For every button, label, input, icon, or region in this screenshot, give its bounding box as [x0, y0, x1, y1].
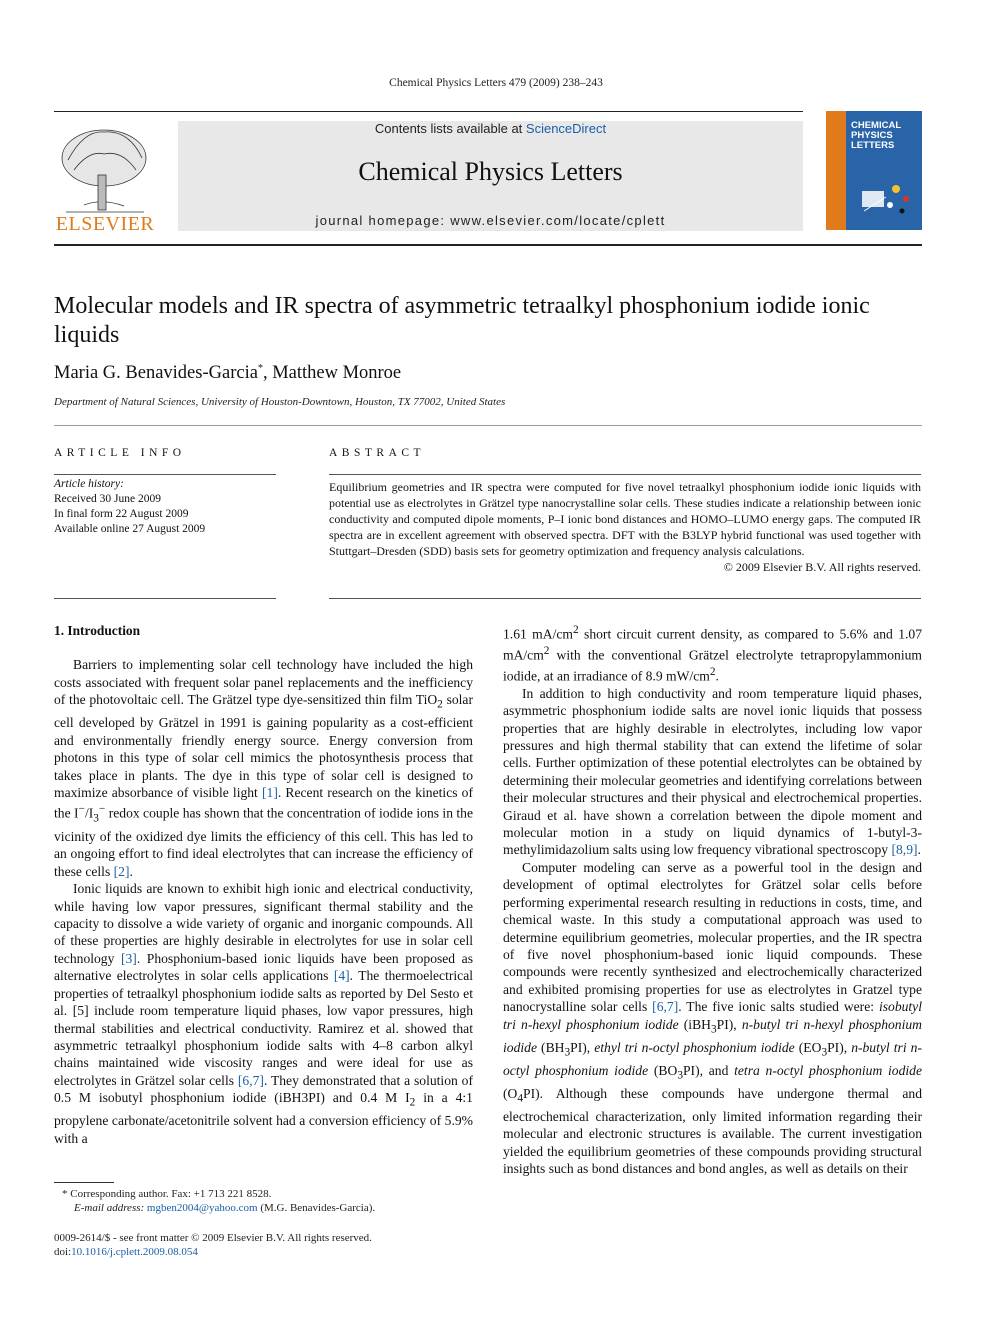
contents-prefix: Contents lists available at	[374, 121, 526, 136]
issn-line: 0009-2614/$ - see front matter © 2009 Elsevier B.V. All rights reserved.	[54, 1232, 372, 1244]
final-form-date: In final form 22 August 2009	[54, 508, 189, 520]
journal-banner	[178, 121, 803, 231]
abstract-bottom-rule	[329, 598, 921, 599]
contents-line	[178, 121, 803, 136]
author-name[interactable]: Maria G. Benavides-Garcia	[54, 363, 258, 384]
online-date: Available online 27 August 2009	[54, 523, 206, 535]
cover-title-line: CHEMICAL	[851, 120, 902, 131]
received-date: Received 30 June 2009	[54, 493, 161, 505]
article-info-heading: ARTICLE INFO	[54, 447, 186, 459]
corresponding-text: Corresponding author. Fax: +1 713 221 8528.	[70, 1188, 272, 1200]
citation-link[interactable]: [6,7]	[652, 999, 679, 1015]
footnote-block	[54, 1187, 474, 1215]
elsevier-logo[interactable]	[54, 120, 156, 235]
doi-prefix: doi:	[54, 1246, 72, 1258]
journal-cover-thumbnail[interactable]	[826, 111, 922, 230]
email-link[interactable]: mgben2004@yahoo.com	[146, 1202, 258, 1214]
email-label: E-mail address:	[74, 1202, 145, 1214]
citation-link[interactable]: [3]	[120, 950, 137, 966]
abstract-text: Equilibrium geometries and IR spectra were computed for five novel tetraalkyl phosphonium iodide ionic liquids with potential use as electrolytes in Grätzel type nanocrystalline solar cells. These studies indicate a relationship between ionic conductivity and computed dipole moments, P–I ionic bond distances and HOMO–LUMO energy gaps. The computed IR spectra are in excellent agreement with observed spectra. DFT with the B3LYP hybrid functional was used together with Stuttgart–Dresden (SDD) basis sets for geometry optimization and frequency analysis calculations.	[329, 480, 921, 558]
abstract-body	[329, 479, 921, 575]
cover-title-line: PHYSICS	[851, 130, 893, 141]
affiliation: Department of Natural Sciences, University of Houston-Downtown, Houston, TX 77002, United States	[54, 396, 506, 408]
doi-link[interactable]: 10.1016/j.cplett.2009.08.054	[71, 1246, 198, 1258]
journal-citation: Chemical Physics Letters 479 (2009) 238–243	[389, 77, 603, 89]
abstract-rule	[329, 474, 921, 475]
author-name[interactable]: , Matthew Monroe	[262, 363, 402, 384]
email-owner: (M.G. Benavides-Garcia).	[260, 1202, 376, 1214]
article-info-rule	[54, 474, 276, 475]
citation-link[interactable]: [8,9]	[891, 842, 918, 858]
abstract-heading: ABSTRACT	[329, 447, 426, 459]
copyright-line: © 2009 Elsevier B.V. All rights reserved.	[723, 560, 921, 574]
journal-name: Chemical Physics Letters	[358, 157, 623, 186]
author-list	[54, 363, 401, 384]
paragraph: Ionic liquids are known to exhibit high ionic and electrical conductivity, while having low vapor pressures, significant thermal stability and the capacity to dissolve a wide variety of organic and inorganic compounds. All of these properties are highly desirable in electrolytes for use in solar cell technology [3]. Phosphonium-based ionic liquids have been proposed as alternative electrolytes in solar cells applications [4]. The thermoelectrical properties of tetraalkyl phosphonium iodide salts as reported by Del Sesto et al. [5] include room temperature liquid phases, low vapor pressures, high thermal stabilities and electrical conductivity. Ramirez et al. showed that asymmetric tetraalkyl phosphonium iodide salts with 4–8 carbon alkyl chains maintained wide viscosity ranges and were ideal for use as electrolytes in Grätzel solar cells [6,7]. They demonstrated that a solution of 0.5 M isobutyl phosphonium iodide (iBH3PI) and 0.4 M $I_2$ in a 4:1 propylene carbonate/acetonitrile solvent had a conversion efficiency of 5.9% with a	[54, 881, 473, 1146]
paragraph: 1.61 $mA/cm^2$ short circuit current density, as compared to 5.6% and 1.07 $mA/cm^2$ with the conventional Grätzel electrolyte tetrapropylammonium iodide, at an irradiance of 8.9 $mW/cm^2$.	[503, 624, 923, 684]
paragraph: In addition to high conductivity and room temperature liquid phases, asymmetric phosphonium iodide salts are novel ionic liquids that possess properties that are highly desirable in electrolytes, including low vapor pressures and high thermal stability that can extend the lifetime of solar cells. Further optimization of these potential electrolytes can be obtained by determining their molecular geometries and identifying correlations between their molecular structures and their physical and electrochemical properties. Giraud et al. have shown a correlation between the dipole moment and molecular motion in a study on liquid dynamics of 1-butyl-3-methylimidazolium salts using low frequency vibrational spectroscopy [8,9].	[503, 685, 922, 858]
body-column-left	[54, 622, 473, 1147]
email-footnote	[54, 1201, 474, 1215]
front-matter	[54, 1231, 654, 1259]
title-rule	[54, 425, 922, 426]
citation-link[interactable]: [6,7]	[237, 1072, 264, 1088]
sciencedirect-link[interactable]: ScienceDirect	[525, 121, 607, 136]
paragraph: Computer modeling can serve as a powerful tool in the design and development of optimal electrolytes for Grätzel solar cells before performing experimental research resulting in reductions in costs, time, and chemical waste. In this study a computational approach was used to determine equilibrium geometries, molecular properties, and the IR spectra of five novel phosphonium-based ionic liquid compounds. These compounds were recently synthesized and electrochemically characterized and exhibited promising properties for use as electrolytes in Gratzel type nanocrystalline solar cells [6,7]. The five ionic salts studied were: isobutyl tri n-hexyl phosphonium iodide (iBH$_3$PI), n-butyl tri n-hexyl phosphonium iodide $(BH_3PI)$, ethyl tri n-octyl phosphonium iodide $(EO_3PI)$, n-butyl tri n-octyl phosphonium iodide $(BO_3PI)$, and tetra n-octyl phosphonium iodide $(O_4PI)$. Although these compounds have undergone thermal and electrochemical characterization, only limited information regarding their molecular and electronic structures is available. The current investigation yielded the equilibrium geometries of these compounds providing structural insights such as bond distances and bond angles, as well as details on their	[503, 859, 923, 1177]
cover-title	[851, 121, 901, 151]
body-column-right	[503, 622, 922, 1178]
header-rule	[54, 111, 803, 112]
article-info-bottom-rule	[54, 598, 276, 599]
header-thick-rule	[54, 244, 922, 246]
journal-homepage-link[interactable]: journal homepage: www.elsevier.com/locate/cplett	[315, 213, 666, 228]
corresponding-footnote: * Corresponding author. Fax: +1 713 221 8528.	[62, 1188, 272, 1200]
citation-link[interactable]: [1]	[262, 784, 278, 800]
cover-stripe	[826, 111, 846, 230]
citation-link[interactable]: [4]	[333, 968, 350, 984]
cover-molecule-icon	[856, 171, 916, 221]
paragraph: Barriers to implementing solar cell technology have included the high costs associated with frequent solar panel replacements and the inefficiency of the photovoltaic cell. The Grätzel type dye-sensitized thin film TiO$_2$ solar cell developed by Grätzel in 1991 is gaining popularity as a cost-efficient and environmentally friendly energy source. Energy conversion from photons in this type of solar cell mimics the photosynthesis process that takes place in plants. The dye in this type of solar cell is designed to maximize absorbance of visible light [1]. Recent research on the kinetics of the $I^-/I_3^-$ redox couple has shown that the concentration of iodide ions in the vicinity of the oxidized dye limits the efficiency of this cell. This has led to an ongoing effort to find ideal electrolytes that can increase the efficiency of these cells [2].	[54, 657, 474, 879]
footnote-rule	[54, 1182, 114, 1183]
article-history	[54, 477, 276, 537]
citation-link[interactable]: [2]	[113, 863, 130, 879]
publisher-wordmark: ELSEVIER	[55, 213, 155, 235]
cover-title-line: LETTERS	[851, 140, 895, 151]
article-title: Molecular models and IR spectra of asymmetric tetraalkyl phosphonium iodide ionic liquids	[54, 293, 870, 348]
corresponding-author-mark[interactable]: *	[257, 363, 263, 374]
history-label: Article history:	[54, 478, 124, 490]
section-heading: 1. Introduction	[54, 623, 141, 638]
doi-line	[54, 1245, 654, 1259]
